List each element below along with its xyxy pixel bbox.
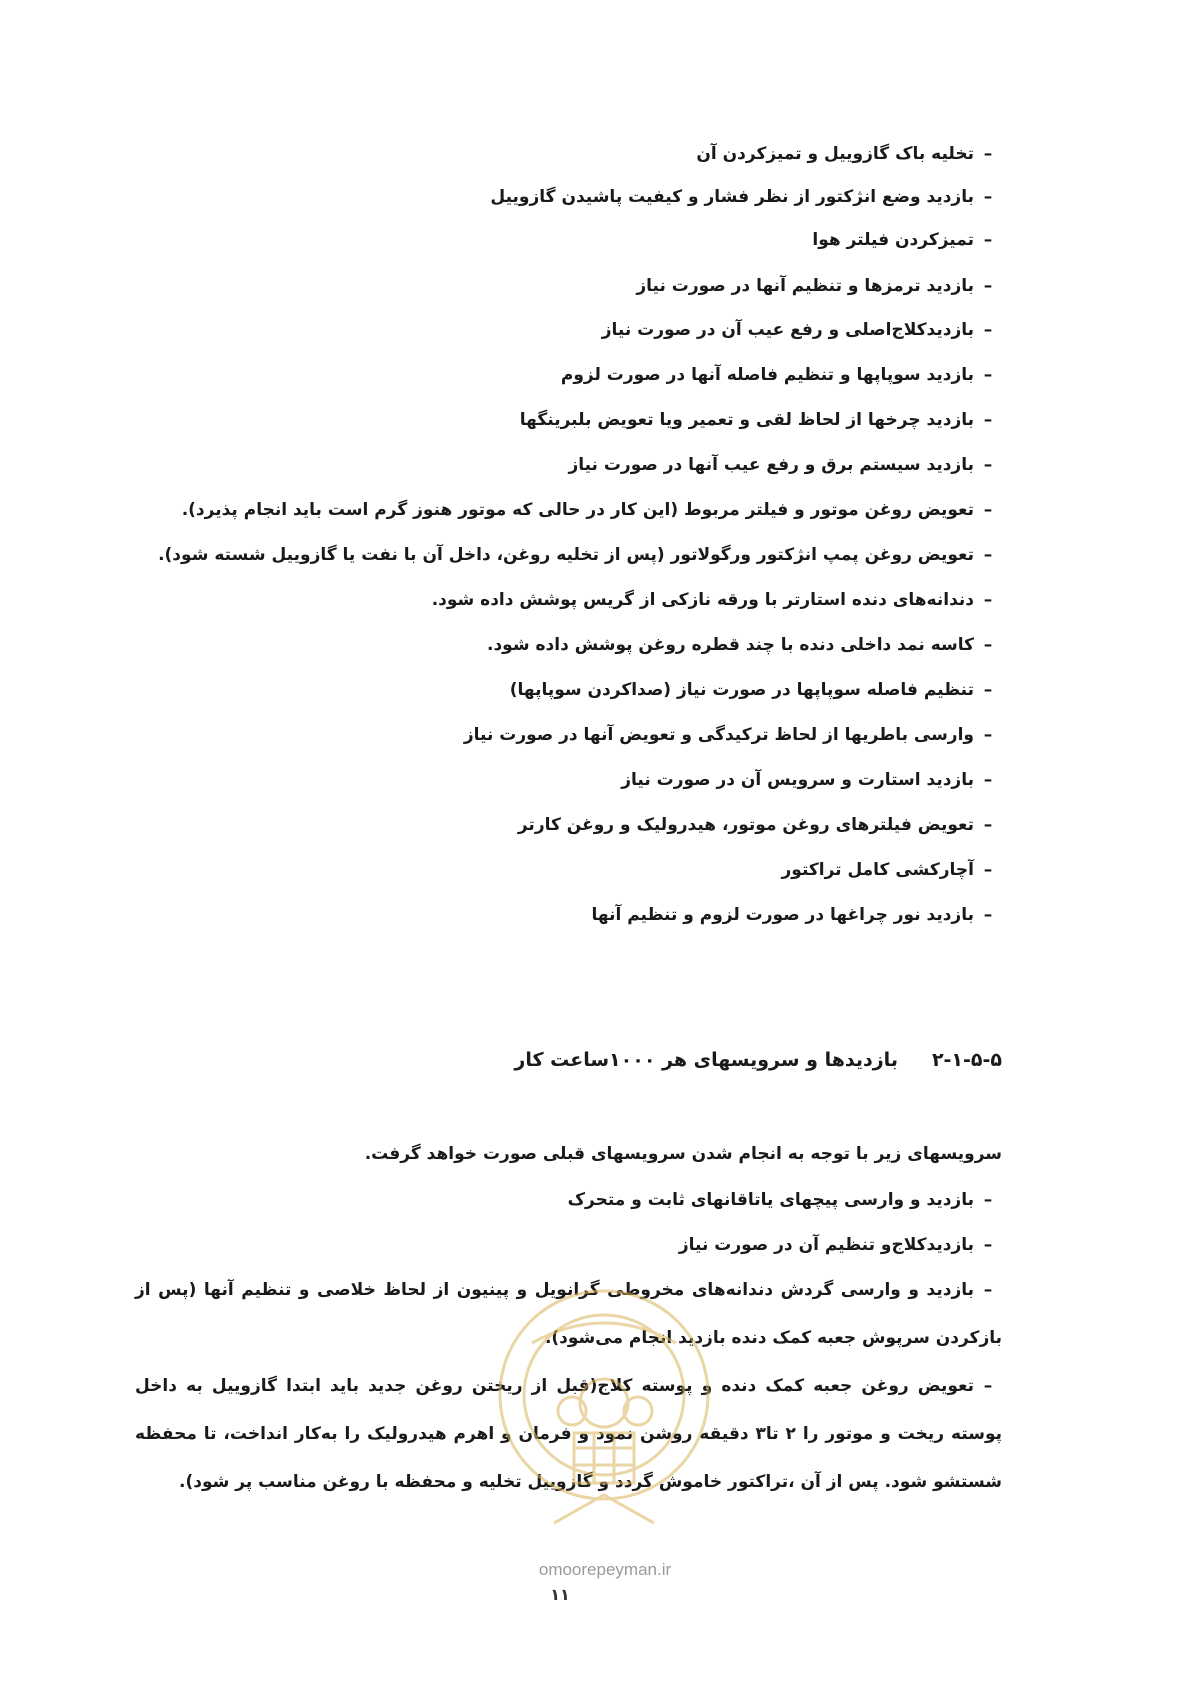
list-item	[812, 226, 1002, 254]
list-item-text: دندانه‌های دنده استارتر با ورقه نازکی از گریس پوشش داده شود.	[431, 590, 974, 610]
bullet-dash: –	[983, 860, 993, 880]
bullet-dash: –	[983, 230, 993, 250]
list-item	[568, 1186, 1002, 1214]
section-intro: سرویسهای زیر با توجه به انجام شدن سرویسهای قبلی صورت خواهد گرفت.	[364, 1144, 1002, 1164]
bullet-dash: –	[983, 187, 993, 207]
list-item-text: بازدید و وارسی پیچهای یاتاقانهای ثابت و متحرک	[567, 1190, 974, 1210]
list-item	[432, 586, 1002, 614]
list-item-text: بازدید نور چراغها در صورت لزوم و تنظیم آنها	[591, 905, 974, 925]
list-item-text: تعویض روغن موتور و فیلتر مربوط (این کار در حالی که موتور هنوز گرم است باید انجام پذیرد).	[181, 500, 974, 520]
section-heading	[514, 1045, 1002, 1075]
list-item	[518, 811, 1002, 839]
list-item	[782, 856, 1003, 884]
bullet-dash: –	[983, 500, 993, 520]
list-item-text: بازدیدکلاج‌و تنظیم آن در صورت نیاز	[678, 1235, 974, 1255]
list-item	[158, 541, 1002, 569]
list-item	[568, 451, 1002, 479]
bullet-dash: –	[983, 590, 993, 610]
bullet-dash: –	[983, 815, 993, 835]
watermark-url: omoorepeyman.ir	[538, 1560, 672, 1579]
list-item	[602, 316, 1002, 344]
list-item-text: بازدید سیستم برق و رفع عیب آنها در صورت نیاز	[568, 455, 974, 475]
list-item-text: کاسه نمد داخلی دنده با چند قطره روغن پوشش داده شود.	[487, 635, 974, 655]
list-item-text: آچارکشی کامل تراکتور	[781, 860, 974, 880]
list-item	[679, 1231, 1002, 1259]
bullet-dash: –	[983, 320, 993, 340]
list-item-text: تمیزکردن فیلتر هوا	[812, 230, 974, 250]
paragraph-text: بازدید و وارسی گردش دندانه‌های مخروطی گرانویل و پینیون از لحاظ خلاصی و تنظیم آنها (پس از بازکردن سرپوش جعبه کمک دنده بازدید انجام می‌شود).	[135, 1280, 1002, 1348]
list-item-text: بازدیدکلاج‌اصلی و رفع عیب آن در صورت نیاز	[601, 320, 974, 340]
list-item-text: بازدید ترمزها و تنظیم آنها در صورت نیاز	[636, 276, 974, 296]
list-item-text: وارسی باطریها از لحاظ ترکیدگی و تعویض آنها در صورت نیاز	[463, 725, 974, 745]
bullet-dash: –	[983, 905, 993, 925]
list-item	[591, 901, 1002, 929]
list-item	[561, 361, 1002, 389]
list-item	[490, 183, 1002, 211]
list-item-text: تعویض روغن پمپ انژکتور ورگولاتور (پس از تخلیه روغن، داخل آن با نفت یا گازوییل شسته شود).	[158, 545, 974, 565]
section-number: ۲-۱-۵-۵	[931, 1049, 1002, 1071]
bullet-dash: –	[983, 725, 993, 745]
list-item-text: بازدید سوپاپها و تنظیم فاصله آنها در صورت لزوم	[560, 365, 974, 385]
page-number: ۱۱	[550, 1585, 570, 1604]
watermark-seal-icon	[492, 1283, 716, 1541]
list-item-text: بازدید استارت و سرویس آن در صورت نیاز	[621, 770, 974, 790]
list-item-text: تخلیه باک گازوییل و تمیزکردن آن	[696, 144, 974, 164]
bullet-dash: –	[983, 680, 993, 700]
list-item	[621, 766, 1002, 794]
bullet-dash: –	[983, 144, 993, 164]
list-item	[696, 140, 1002, 168]
list-item	[464, 721, 1002, 749]
bullet-dash: –	[983, 1280, 993, 1300]
bullet-dash: –	[983, 1376, 993, 1396]
bullet-dash: –	[983, 410, 993, 430]
bullet-dash: –	[983, 545, 993, 565]
list-item-text: تنظیم فاصله سوپاپها در صورت نیاز (صداکردن سوپاپها)	[509, 680, 974, 700]
list-item	[487, 631, 1002, 659]
list-item	[182, 496, 1002, 524]
bullet-dash: –	[983, 276, 993, 296]
bullet-dash: –	[983, 365, 993, 385]
section-title: بازدیدها و سرویسهای هر ۱۰۰۰ساعت کار	[514, 1049, 898, 1071]
list-item-text: تعویض فیلترهای روغن موتور، هیدرولیک و روغن کارتر	[517, 815, 974, 835]
list-item-text: بازدید چرخها از لحاظ لقی و تعمیر ویا تعویض بلبرینگها	[519, 410, 974, 430]
bullet-dash: –	[983, 1235, 993, 1255]
bullet-dash: –	[983, 1190, 993, 1210]
bullet-dash: –	[983, 635, 993, 655]
bullet-dash: –	[983, 770, 993, 790]
paragraph-text: تعویض روغن جعبه کمک دنده و پوسته کلاج(قبل از ریختن روغن جدید باید ابتدا گازوییل به داخل پوسته ریخت و موتور را ۲ تا۳ دقیقه روشن نمود و فرمان و اهرم هیدرولیک را به‌کار انداخت، تا محفظه شستشو شود. پس از آن ،تراکتور خاموش گردد و گازوییل تخلیه و محفظه با روغن مناسب پر شود).	[135, 1376, 1002, 1492]
list-item	[636, 272, 1002, 300]
bullet-dash: –	[983, 455, 993, 475]
list-item	[520, 406, 1002, 434]
list-item	[510, 676, 1002, 704]
list-item-text: بازدید وضع انژکتور از نظر فشار و کیفیت پاشیدن گازوییل	[490, 187, 974, 207]
